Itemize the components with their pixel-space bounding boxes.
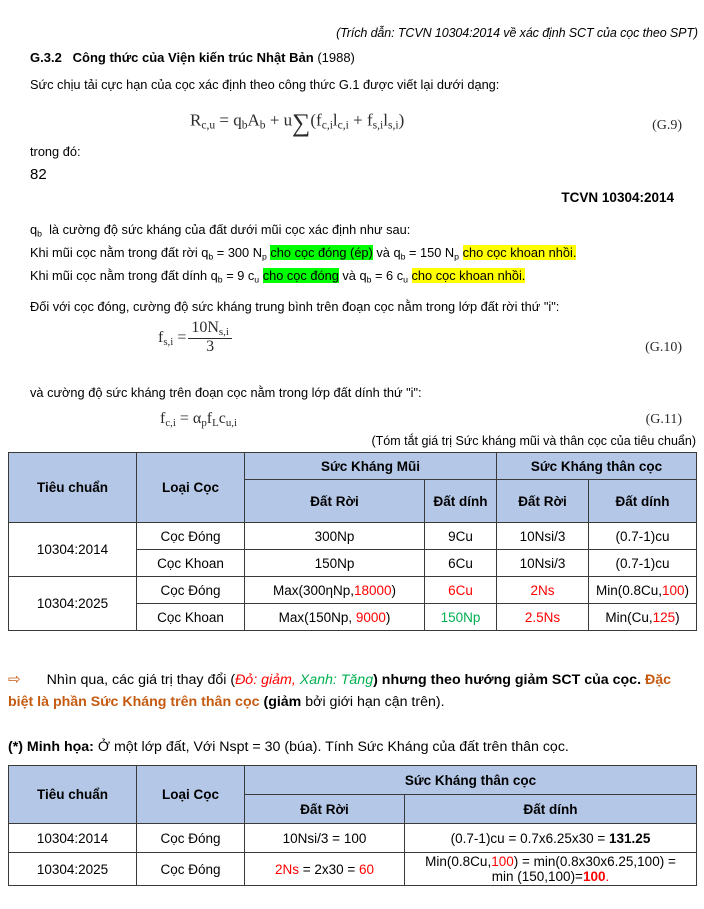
th-shaft-resistance: Sức Kháng thân cọc [245, 766, 697, 795]
cell-tip-loose: 300Np [245, 523, 425, 550]
loose-line-part2: = 300 N [213, 245, 262, 260]
cell-shaft-loose: 2.5Ns [497, 604, 589, 631]
cohesive-line-highlight-yellow: cho cọc khoan nhồi. [411, 268, 526, 283]
cell-pile-type: Cọc Đóng [137, 577, 245, 604]
concl-green-legend: Xanh: Tăng [299, 672, 374, 688]
cell-pile-type: Cọc Đóng [137, 853, 245, 886]
th-standard: Tiêu chuẩn [9, 766, 137, 824]
arrow-right-icon: ⇨ [8, 671, 21, 688]
loose-line-part1: Khi mũi cọc nằm trong đất rời q [30, 245, 209, 260]
cell-shaft-loose: 10Nsi/3 [497, 550, 589, 577]
source-citation: (Trích dẫn: TCVN 10304:2014 về xác định SCT của cọc theo SPT) [336, 26, 698, 40]
cohesive-result: 100 [582, 869, 606, 884]
table1-caption: (Tóm tắt giá trị Sức kháng mũi và thân cọc của tiêu chuẩn) [371, 434, 696, 448]
cell-pile-type: Cọc Khoan [137, 550, 245, 577]
formula-g11: $f_{c,i} = \alpha_pf_Lc_{u,i}$ [160, 410, 238, 430]
driven-pile-line: Đối với cọc đóng, cường độ sức kháng trung bình trên đoạn cọc nằm trong lớp đất rời thứ "i": [30, 299, 560, 314]
th-shaft-resistance: Sức Kháng thân cọc [497, 453, 697, 480]
th-loose: Đất Rời [245, 795, 405, 824]
concl-red-legend: Đỏ: giảm, [235, 672, 296, 688]
cell-shaft-loose: 2Ns [497, 577, 589, 604]
cell-standard: 10304:2014 [9, 523, 137, 577]
th-pile-type: Loại Cọc [137, 453, 245, 523]
concl-part1: Nhìn qua, các giá trị thay đổi ( [46, 672, 236, 688]
formula-g10-number: (G.10) [645, 340, 682, 355]
example-label: (*) Minh họa: [8, 739, 94, 755]
table2-header-row-1 [9, 766, 697, 795]
table-row [9, 577, 697, 604]
shaft-cohesive-suffix: ) [684, 582, 690, 598]
cohesive-soil-line: Khi mũi cọc nằm trong đất dính $q_b = 9$ $c_u$ cho cọc đóng và $q_b = 6$ $c_u$ cho cọc khoan nhồi. [30, 268, 526, 285]
formula-g9-number: (G.9) [652, 118, 682, 133]
cohesive-line-highlight-green: cho cọc đóng [262, 268, 339, 283]
concl-orange: Đặc biệt là phần Sức Kháng trên thân cọc [8, 672, 671, 711]
shaft-cohesive-value: 100 [662, 582, 685, 598]
cell-tip-loose [245, 604, 425, 631]
section-title: Công thức của Viện kiến trúc Nhật Bản [72, 50, 314, 65]
shaft-cohesive-value: 125 [652, 609, 676, 625]
cell-pile-type: Cọc Đóng [137, 523, 245, 550]
table-row [9, 853, 697, 886]
concl-part5: bởi giới hạn cận trên). [305, 694, 445, 711]
tip-loose-prefix: Max(150Np, [278, 609, 356, 625]
cohesive-result: 131.25 [609, 830, 651, 846]
formula-g11-number: (G.11) [645, 412, 682, 427]
formula-g9: $R_{c,u} = q_bA_b + u\sum(f_{c,i}l_{c,i} + f_{s,i}l_{s,i})$ [190, 108, 405, 137]
loose-line-highlight-green: cho cọc đóng (ép) [270, 245, 373, 260]
cohesive-line-part1: Khi mũi cọc nằm trong đất dính q [30, 268, 218, 283]
tip-loose-value: 18000 [354, 582, 392, 598]
tip-loose-suffix: ) [391, 582, 397, 598]
cell-tip-cohesive: 9Cu [425, 523, 497, 550]
cell-pile-type: Cọc Khoan [137, 604, 245, 631]
cohesive-line-part2: = 9 c [222, 268, 255, 283]
cell-tip-loose: 150Np [245, 550, 425, 577]
shaft-cohesive-prefix: Min(Cu, [605, 609, 653, 625]
th-tip-loose: Đất Rời [245, 480, 425, 523]
qb-definition-text: là cường độ sức kháng của đất dưới mũi cọc xác định như sau: [49, 222, 411, 237]
cohesive-p1: Min(0.8Cu, [425, 854, 492, 869]
cell-loose [245, 853, 405, 886]
section-heading [30, 50, 355, 65]
cell-standard: 10304:2025 [9, 853, 137, 886]
trong-do-label: trong đó: [30, 144, 81, 159]
table-row [9, 824, 697, 853]
cohesive-p2: ) = min(0.8x30x6.25,100) = [513, 854, 676, 869]
cohesive-layer-line: và cường độ sức kháng trên đoạn cọc nằm trong lớp đất dính thứ "i": [30, 385, 422, 400]
cohesive-text: (0.7-1)cu = 0.7x6.25x30 = [450, 830, 610, 846]
shaft-cohesive-suffix: ) [675, 609, 680, 625]
loose-line-highlight-yellow: cho cọc khoan nhồi. [462, 245, 577, 260]
table1-header-row-1 [9, 453, 697, 480]
cell-pile-type: Cọc Đóng [137, 824, 245, 853]
tip-loose-value: 9000 [355, 609, 386, 625]
cell-loose: 10Nsi/3 = 100 [245, 824, 405, 853]
shaft-cohesive-prefix: Min(0.8Cu, [595, 582, 662, 598]
cell-shaft-cohesive [589, 604, 697, 631]
cell-cohesive [405, 824, 697, 853]
th-shaft-cohesive: Đất dính [589, 480, 697, 523]
cohesive-line-part4: = 6 c [371, 268, 404, 283]
th-tip-cohesive: Đất dính [425, 480, 497, 523]
formula-g10: $f_{s,i}$ = $\frac{10N_{s,i}}{3}$ [158, 320, 234, 356]
cell-tip-cohesive: 6Cu [425, 550, 497, 577]
cell-shaft-cohesive: (0.7-1)cu [589, 523, 697, 550]
cell-tip-cohesive: 150Np [425, 604, 497, 631]
cohesive-limit: 100 [491, 854, 514, 869]
cell-shaft-loose: 10Nsi/3 [497, 523, 589, 550]
loose-line-part3: và q [376, 245, 401, 260]
loose-soil-line: Khi mũi cọc nằm trong đất rời $q_b = 300$ $N_p$ cho cọc đóng (ép) và $q_b = 150$ $N_p$ cho cọc khoan nhồi. [30, 245, 577, 262]
cell-tip-loose [245, 577, 425, 604]
page-number: 82 [30, 166, 47, 183]
cell-tip-cohesive: 6Cu [425, 577, 497, 604]
table-row [9, 523, 697, 550]
th-cohesive: Đất dính [405, 795, 697, 824]
th-pile-type: Loại Cọc [137, 766, 245, 824]
conclusion-paragraph [8, 668, 698, 713]
cohesive-line-part3: và q [342, 268, 367, 283]
cell-standard: 10304:2025 [9, 577, 137, 631]
tip-loose-suffix: ) [385, 609, 391, 625]
concl-part3: . [637, 672, 642, 688]
cell-standard: 10304:2014 [9, 824, 137, 853]
cell-shaft-cohesive: (0.7-1)cu [589, 550, 697, 577]
loose-line-part4: = 150 N [405, 245, 455, 260]
standard-header: TCVN 10304:2014 [561, 190, 674, 205]
section-number: G.3.2 [30, 50, 62, 65]
concl-bold2: giảm [268, 694, 302, 711]
cell-cohesive [405, 853, 697, 886]
example-text: Ở một lớp đất, Với Nspt = 30 (búa). Tính Sức Kháng của đất trên thân cọc. [97, 739, 569, 755]
concl-part2: ) [373, 672, 378, 688]
qb-definition-line: $q_b$ là cường độ sức kháng của đất dưới mũi cọc xác định như sau: [30, 222, 411, 239]
cohesive-p3: min (150,100)= [491, 869, 583, 884]
loose-mid: = 2x30 = [298, 861, 360, 877]
loose-formula: 2Ns [274, 861, 299, 877]
loose-result: 60 [359, 861, 375, 877]
th-shaft-loose: Đất Rời [497, 480, 589, 523]
tip-loose-prefix: Max(300ηNp, [272, 582, 354, 598]
summary-table [8, 452, 697, 631]
intro-paragraph: Sức chịu tải cực hạn của cọc xác định theo công thức G.1 được viết lại dưới dạng: [30, 77, 500, 92]
section-year: (1988) [317, 50, 355, 65]
concl-bold1: nhưng theo hướng giảm SCT của cọc [381, 672, 638, 688]
example-paragraph [8, 736, 698, 758]
example-table [8, 765, 697, 886]
concl-part4: ( [263, 694, 269, 711]
th-tip-resistance: Sức Kháng Mũi [245, 453, 497, 480]
th-standard: Tiêu chuẩn [9, 453, 137, 523]
cell-shaft-cohesive [589, 577, 697, 604]
cohesive-p4: . [605, 869, 610, 884]
